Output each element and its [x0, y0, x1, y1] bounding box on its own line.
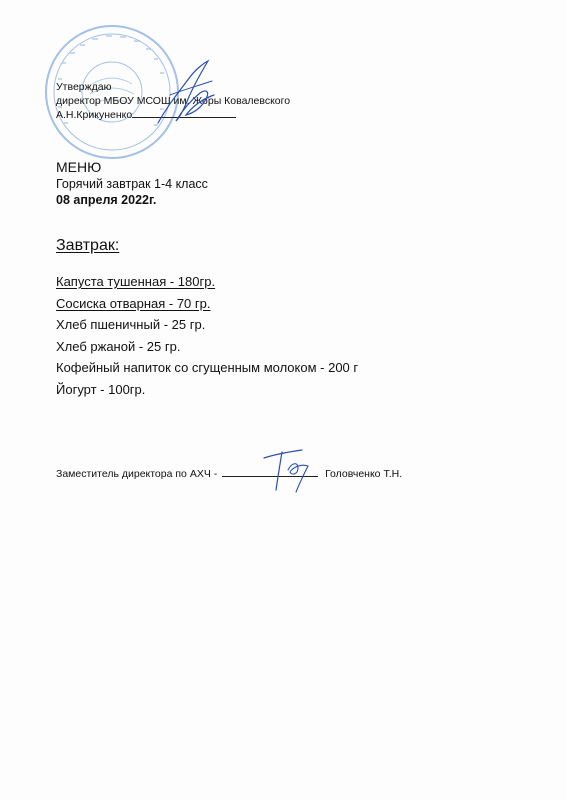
list-item: Хлеб пшеничный - 25 гр. [56, 317, 206, 332]
approval-name: А.Н.Крикуненко [56, 109, 133, 121]
approval-position: директор МБОУ МСОШ им. Жоры Ковалевского [56, 94, 291, 107]
list-item: Сосиска отварная - 70 гр. [56, 295, 211, 311]
menu-header [56, 158, 208, 208]
menu-subtitle: Горячий завтрак 1-4 класс [56, 177, 208, 191]
deputy-signature-icon [258, 440, 318, 495]
menu-date: 08 апреля 2022г. [56, 193, 157, 207]
list-item: Йогурт - 100гр. [56, 381, 146, 397]
list-item: Капуста тушенная - 180гр. [56, 274, 216, 289]
list-item: Кофейный напиток со сгущенным молоком - 200 г [56, 360, 359, 375]
meal-title: Завтрак: [56, 237, 120, 254]
footer-position: Заместитель директора по АХЧ - [56, 468, 218, 480]
approval-heading: Утверждаю [56, 81, 112, 93]
footer-signatory [56, 466, 402, 481]
footer-name: Головченко Т.Н. [325, 468, 403, 480]
list-item: Хлеб ржаной - 25 гр. [56, 338, 181, 354]
director-signature-icon [150, 55, 220, 130]
meal-items-list [56, 271, 358, 400]
menu-title: МЕНЮ [56, 159, 102, 175]
